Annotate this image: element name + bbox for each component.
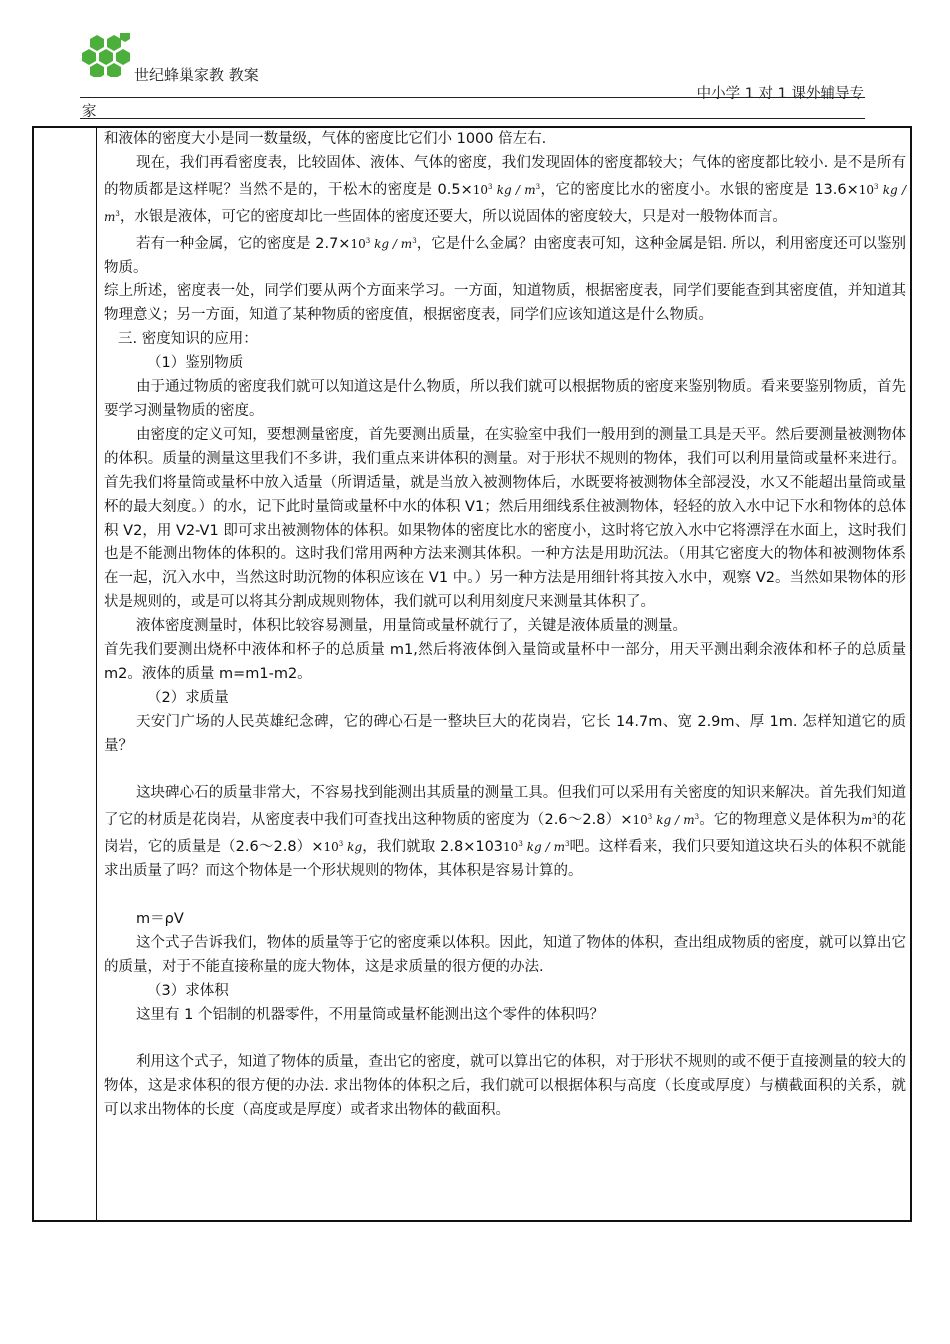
lesson-content bbox=[104, 128, 906, 1123]
paragraph: 综上所述，密度表一处，同学们要从两个方面来学习。一方面，知道物质，根据密度表，同学们要能查到其密度值，并知道其物理意义；另一方面，知道了某种物质的密度值，根据密度表，同学们应该知道这是什么物质。 bbox=[104, 283, 906, 324]
brand-title: 世纪蜂巢家教 教案 bbox=[134, 66, 259, 84]
paragraph: 这个式子告诉我们，物体的质量等于它的密度乘以体积。因此，知道了物体的体积，查出组成物质的密度，就可以算出它的质量，对于不能直接称量的庞大物体，这是求质量的很方便的办法. bbox=[104, 934, 906, 975]
paragraph: 利用这个式子，知道了物体的质量，查出它的密度，就可以算出它的体积，对于形状不规则的或不便于直接测量的较大的物体，这是求体积的很方便的办法. 求出物体的体积之后，我们就可以根据体积与高度（长度或厚度）与横截面积的关系，就可以求出物体的长度（高度或是厚度）或者求出物体的截面积。 bbox=[104, 1054, 906, 1119]
sci-notation: $10^3$ kg / $m^3$ bbox=[104, 182, 906, 224]
header-tagline: 中小学 1 对 1 课外辅导专 bbox=[696, 86, 864, 102]
paragraph: 这块碑心石的质量非常大，不容易找到能测出其质量的测量工具。但我们可以采用有关密度的知识来解决。首先我们知道了它的材质是花岗岩，从密度表中我们可查找出这种物质的密度为$(2.6\sim 2.8)\times 10^3$ kg / $m^3$。它的物理意义是体积为$m^3$的花岗岩，它的质量是$(2.6\sim 2.8)\times 10^3$ kg，我们就取 $2.8\times 10310^3$ kg / $m^3$吧。这样看来，我们只要知道这块石头的体积不就能求出质量了吗？而这个物体是一个形状规则的物体，其体积是容易计算的。 bbox=[104, 785, 906, 880]
paragraph: 天安门广场的人民英雄纪念碑，它的碑心石是一整块巨大的花岗岩，它长 14.7m、宽 2.9m、厚 1m. 怎样知道它的质量？ bbox=[104, 713, 906, 754]
paragraph: 现在，我们再看密度表，比较固体、液体、气体的密度，我们发现固体的密度都较大；气体的密度都比较小. 是不是所有的物质都是这样呢？当然不是的，干松木的密度是 $0.5\times 10^3$ kg / $m^3$，它的密度比水的密度小。水银的密度是 $13.6\times 10^3$ kg / $m^3$，水银是液体，可它的密度却比一些固体的密度还要大，所以说固体的密度较大，只是对一般物体而言。 bbox=[104, 154, 906, 225]
subsection-heading: （2）求质量 bbox=[147, 689, 229, 706]
paragraph: 首先我们要测出烧杯中液体和杯子的总质量 m1,然后将液体倒入量筒或量杯中一部分，用天平测出剩余液体和杯子的总质量 m2。液体的质量 m=m1-m2。 bbox=[104, 642, 906, 682]
header-tagline-wrap: 家 bbox=[82, 104, 97, 120]
formula: m＝ρV bbox=[136, 910, 184, 927]
sci-notation: $10^3$ kg / $m^3$ bbox=[632, 813, 700, 828]
blank-line bbox=[104, 884, 906, 908]
paragraph: 这里有 1 个铝制的机器零件，不用量筒或量杯能测出这个零件的体积吗？ bbox=[136, 1006, 604, 1023]
paragraph: 和液体的密度大小是同一数量级，气体的密度比它们小 1000 倍左右. bbox=[104, 131, 547, 147]
paragraph: 由密度的定义可知，要想测量密度，首先要测出质量，在实验室中我们一般用到的测量工具是天平。然后要测量被测物体的体积。质量的测量这里我们不多讲，我们重点来讲体积的测量。对于形状不规则的物体，我们可以利用量筒或量杯来进行。首先我们将量筒或量杯中放入适量（所谓适量，就是当放入被测物体后，水既要将被测物体全部浸没，水又不能超出量筒或量杯的最大刻度。）的水，记下此时量筒或量杯中水的体积 V1；然后用细线系住被测物体，轻轻的放入水中记下水和物体的总体积 V2，用 V2-V1 即可求出被测物体的体积。如果物体的密度比水的密度小，这时将它放入水中它将漂浮在水面上，这时我们也是不能测出物体的体积的。这时我们常用两种方法来测其体积。一种方法是用助沉法。（用其它密度大的物体和被测物体系在一起，沉入水中，当然这时助沉物的体积应该在 V1 中。）另一种方法是用细针将其按入水中，观察 V2。当然如果物体的形状是规则的，或是可以将其分割成规则物体，我们就可以利用刻度尺来测量其体积了。 bbox=[104, 426, 906, 611]
sci-notation: $10^3$ kg / $m^3$ bbox=[472, 182, 541, 197]
hexagon-logo-icon bbox=[80, 33, 136, 77]
subsection-heading: （1）鉴别物质 bbox=[147, 355, 244, 372]
sci-notation: $10^3$ kg / $m^3$ bbox=[503, 840, 570, 855]
blank-line bbox=[104, 1028, 906, 1052]
paragraph: 由于通过物质的密度我们就可以知道这是什么物质，所以我们就可以根据物质的密度来鉴别物质。看来要鉴别物质，首先要学习测量物质的密度。 bbox=[104, 379, 906, 419]
sci-notation: $10^3$ kg bbox=[323, 840, 363, 855]
table-column-divider bbox=[96, 127, 97, 1222]
blank-line bbox=[104, 759, 906, 783]
sci-notation: $10^3$ kg / $m^3$ bbox=[350, 236, 417, 251]
section-heading: 三. 密度知识的应用： bbox=[118, 331, 258, 348]
header-rule-bottom bbox=[80, 118, 865, 119]
subsection-heading: （3）求体积 bbox=[147, 982, 229, 999]
paragraph: 若有一种金属，它的密度是 $2.7\times 10^3$ kg / $m^3$，它是什么金属？由密度表可知，这种金属是铝. 所以，利用密度还可以鉴别物质。 bbox=[104, 235, 906, 276]
sci-notation: $m^3$ bbox=[860, 813, 877, 828]
paragraph: 液体密度测量时，体积比较容易测量，用量筒或量杯就行了，关键是液体质量的测量。 bbox=[136, 618, 687, 635]
